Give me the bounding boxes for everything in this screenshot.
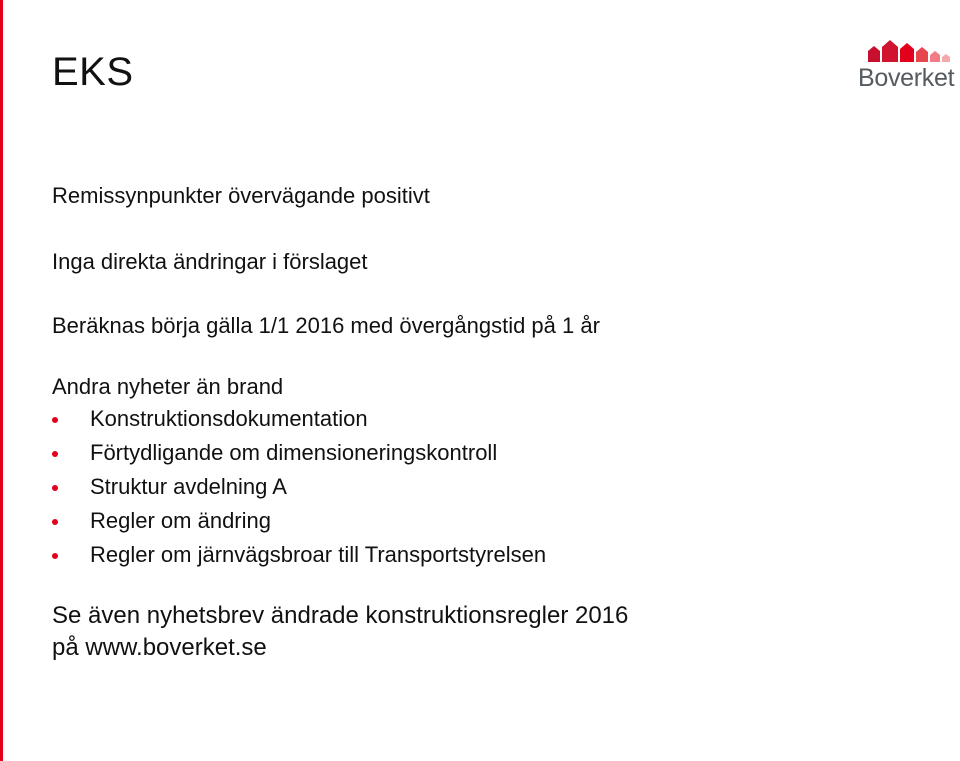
bullet-icon (52, 417, 58, 423)
logo-wordmark: Boverket (858, 64, 955, 92)
paragraph-2: Inga direkta ändringar i förslaget (52, 249, 368, 274)
paragraph-4: Andra nyheter än brand (52, 374, 284, 399)
list-item-label: Regler om ändring (90, 508, 271, 533)
houses-icon (866, 38, 956, 64)
footer-note-line-1: Se även nyhetsbrev ändrade konstruktionsregler 2016 (52, 602, 629, 629)
list-item (52, 402, 546, 436)
footer-note-line-2: på www.boverket.se (52, 634, 267, 661)
list-item-label: Regler om järnvägsbroar till Transportstyrelsen (90, 542, 547, 567)
slide-title: EKS (52, 50, 134, 94)
paragraph-1: Remissynpunkter övervägande positivt (52, 183, 430, 208)
list-item-label: Förtydligande om dimensioneringskontroll (90, 440, 498, 465)
paragraph-3: Beräknas börja gälla 1/1 2016 med övergångstid på 1 år (52, 313, 600, 338)
list-item (52, 436, 546, 470)
list-item-label: Struktur avdelning A (90, 474, 287, 499)
list-item (52, 504, 546, 538)
list-item (52, 470, 546, 504)
list-item-label: Konstruktionsdokumentation (90, 406, 368, 431)
list-item (52, 538, 546, 572)
bullet-icon (52, 451, 58, 457)
footer-note (52, 600, 628, 664)
left-accent-rule (0, 0, 3, 761)
bullet-list (52, 402, 546, 572)
bullet-icon (52, 519, 58, 525)
boverket-logo (856, 38, 960, 94)
bullet-icon (52, 553, 58, 559)
bullet-icon (52, 485, 58, 491)
